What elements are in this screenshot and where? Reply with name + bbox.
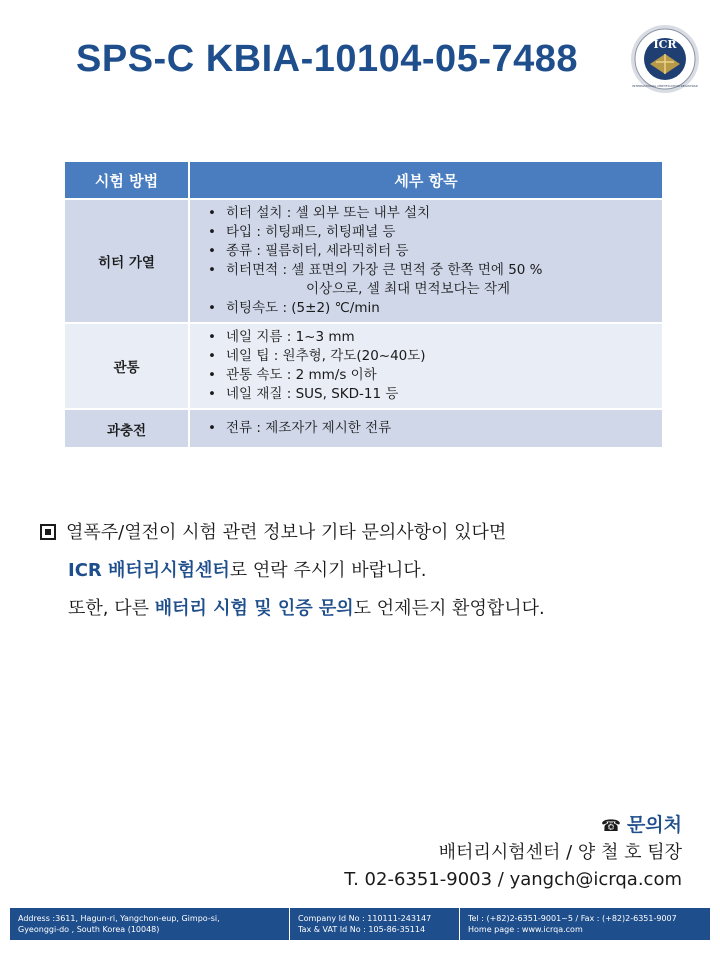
telephone-icon: ☎ (601, 816, 621, 835)
list-item: • 히터면적 : 셀 표면의 가장 큰 면적 중 한쪽 면에 50 % 이상으로, 셀 최대 면적보다는 작게 (208, 261, 652, 299)
table-row (65, 199, 662, 323)
contact-person: 배터리시험센터 / 양 철 호 팀장 (438, 842, 682, 863)
contact-block (344, 812, 682, 893)
list-item: • 네일 팁 : 원추형, 각도(20~40도) (208, 347, 652, 366)
table-row (65, 323, 662, 409)
footer-contact: Tel : (+82)2-6351-9001~5 / Fax : (+82)2-6351-9007 Home page : www.icrqa.com (460, 908, 710, 940)
list-item: • 종류 : 필름히터, 세라믹히터 등 (208, 242, 652, 261)
list-item: • 히터 설치 : 셀 외부 또는 내부 설치 (208, 204, 652, 223)
method-cell: 관통 (65, 323, 189, 409)
list-item: • 히팅속도 : (5±2) ℃/min (208, 299, 652, 318)
homepage-link[interactable]: Home page : www.icrqa.com (468, 925, 583, 934)
inquiry-notice (40, 514, 545, 628)
list-item: • 타입 : 히팅패드, 히팅패널 등 (208, 223, 652, 242)
details-cell (189, 323, 662, 409)
notice-line-3: 또한, 다른 배터리 시험 및 인증 문의도 언제든지 환영합니다. (68, 598, 545, 619)
notice-line-1: 열폭주/열전이 시험 관련 정보나 기타 문의사항이 있다면 (40, 514, 545, 552)
document-title: SPS-C KBIA-10104-05-7488 (76, 38, 579, 80)
details-cell (189, 199, 662, 323)
notice-line-2: ICR 배터리시험센터로 연락 주시기 바랍니다. (68, 560, 427, 581)
list-item: • 관통 속도 : 2 mm/s 이하 (208, 366, 652, 385)
icr-logo (630, 24, 700, 94)
footer-address: Address :3611, Hagun-ri, Yangchon-eup, Gimpo-si, Gyeonggi-do , South Korea (10048) (10, 908, 290, 940)
logo-ring-text: INTERNATIONAL CERTIFICATION REGISTRAR (632, 84, 698, 88)
method-cell: 히터 가열 (65, 199, 189, 323)
list-item: • 전류 : 제조자가 제시한 전류 (208, 419, 652, 438)
footer-company-ids: Company Id No : 110111-243147 Tax & VAT Id No : 105-86-35114 (290, 908, 460, 940)
battery-center-highlight: ICR 배터리시험센터 (68, 560, 230, 581)
contact-phone-email[interactable]: T. 02-6351-9003 / yangch@icrqa.com (344, 869, 682, 890)
header-test-method: 시험 방법 (65, 162, 189, 199)
list-item: • 네일 재질 : SUS, SKD-11 등 (208, 385, 652, 404)
list-item: • 네일 지름 : 1~3 mm (208, 328, 652, 347)
test-spec-table (65, 162, 662, 447)
header-details: 세부 항목 (189, 162, 662, 199)
footer-bar (10, 908, 710, 940)
inquiry-highlight: 배터리 시험 및 인증 문의 (154, 598, 354, 619)
contact-heading: ☎ 문의처 (601, 814, 682, 836)
table-row (65, 409, 662, 447)
method-cell: 과충전 (65, 409, 189, 447)
table-header-row (65, 162, 662, 199)
logo-text: ICR (653, 38, 677, 51)
details-cell (189, 409, 662, 447)
square-bullet-icon (40, 524, 56, 540)
